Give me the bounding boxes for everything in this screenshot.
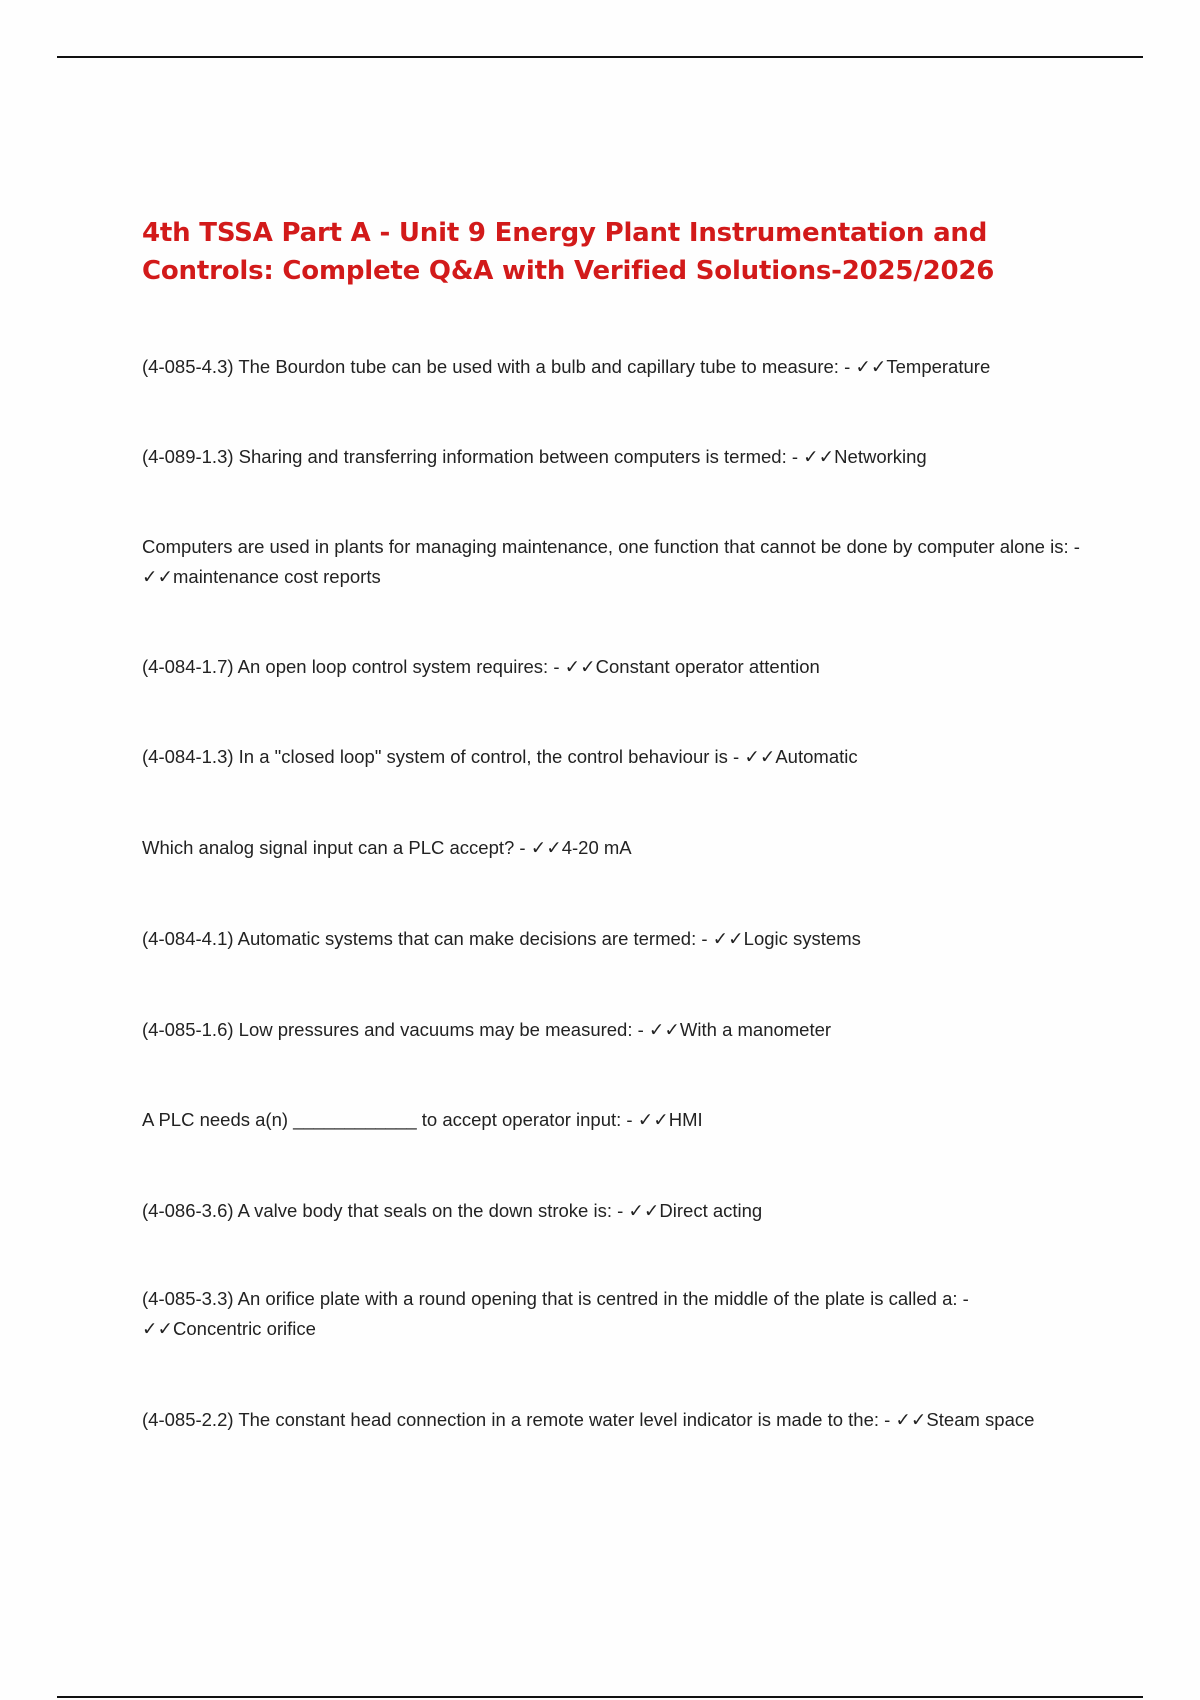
qa-item: (4-086-3.6) A valve body that seals on the down stroke is: - ✓✓Direct acting bbox=[142, 1200, 763, 1221]
qa-item: (4-089-1.3) Sharing and transferring information between computers is termed: - ✓✓Networking bbox=[142, 446, 927, 467]
document-title: 4th TSSA Part A - Unit 9 Energy Plant Instrumentation and Controls: Complete Q&A with Verified Solutions-2025/2026 bbox=[142, 218, 995, 286]
qa-item: Which analog signal input can a PLC accept? - ✓✓4-20 mA bbox=[142, 837, 632, 858]
qa-item: (4-085-1.6) Low pressures and vacuums may be measured: - ✓✓With a manometer bbox=[142, 1019, 832, 1040]
qa-item: (4-085-4.3) The Bourdon tube can be used with a bulb and capillary tube to measure: - ✓✓Temperature bbox=[142, 356, 991, 377]
qa-item: (4-084-4.1) Automatic systems that can make decisions are termed: - ✓✓Logic systems bbox=[142, 928, 861, 949]
qa-item: A PLC needs a(n) ____________ to accept operator input: - ✓✓HMI bbox=[142, 1109, 703, 1130]
qa-item: (4-084-1.7) An open loop control system requires: - ✓✓Constant operator attention bbox=[142, 656, 820, 677]
qa-item: (4-085-2.2) The constant head connection in a remote water level indicator is made to the: - ✓✓Steam space bbox=[142, 1409, 1035, 1430]
qa-item: (4-085-3.3) An orifice plate with a round opening that is centred in the middle of the plate is called a: - ✓✓Concentric orifice bbox=[142, 1288, 969, 1339]
qa-item: Computers are used in plants for managing maintenance, one function that cannot be done by computer alone is: - ✓✓maintenance cost reports bbox=[142, 536, 1080, 587]
qa-item: (4-084-1.3) In a "closed loop" system of control, the control behaviour is - ✓✓Automatic bbox=[142, 746, 858, 767]
bottom-rule bbox=[57, 1696, 1143, 1698]
top-rule bbox=[57, 56, 1143, 58]
